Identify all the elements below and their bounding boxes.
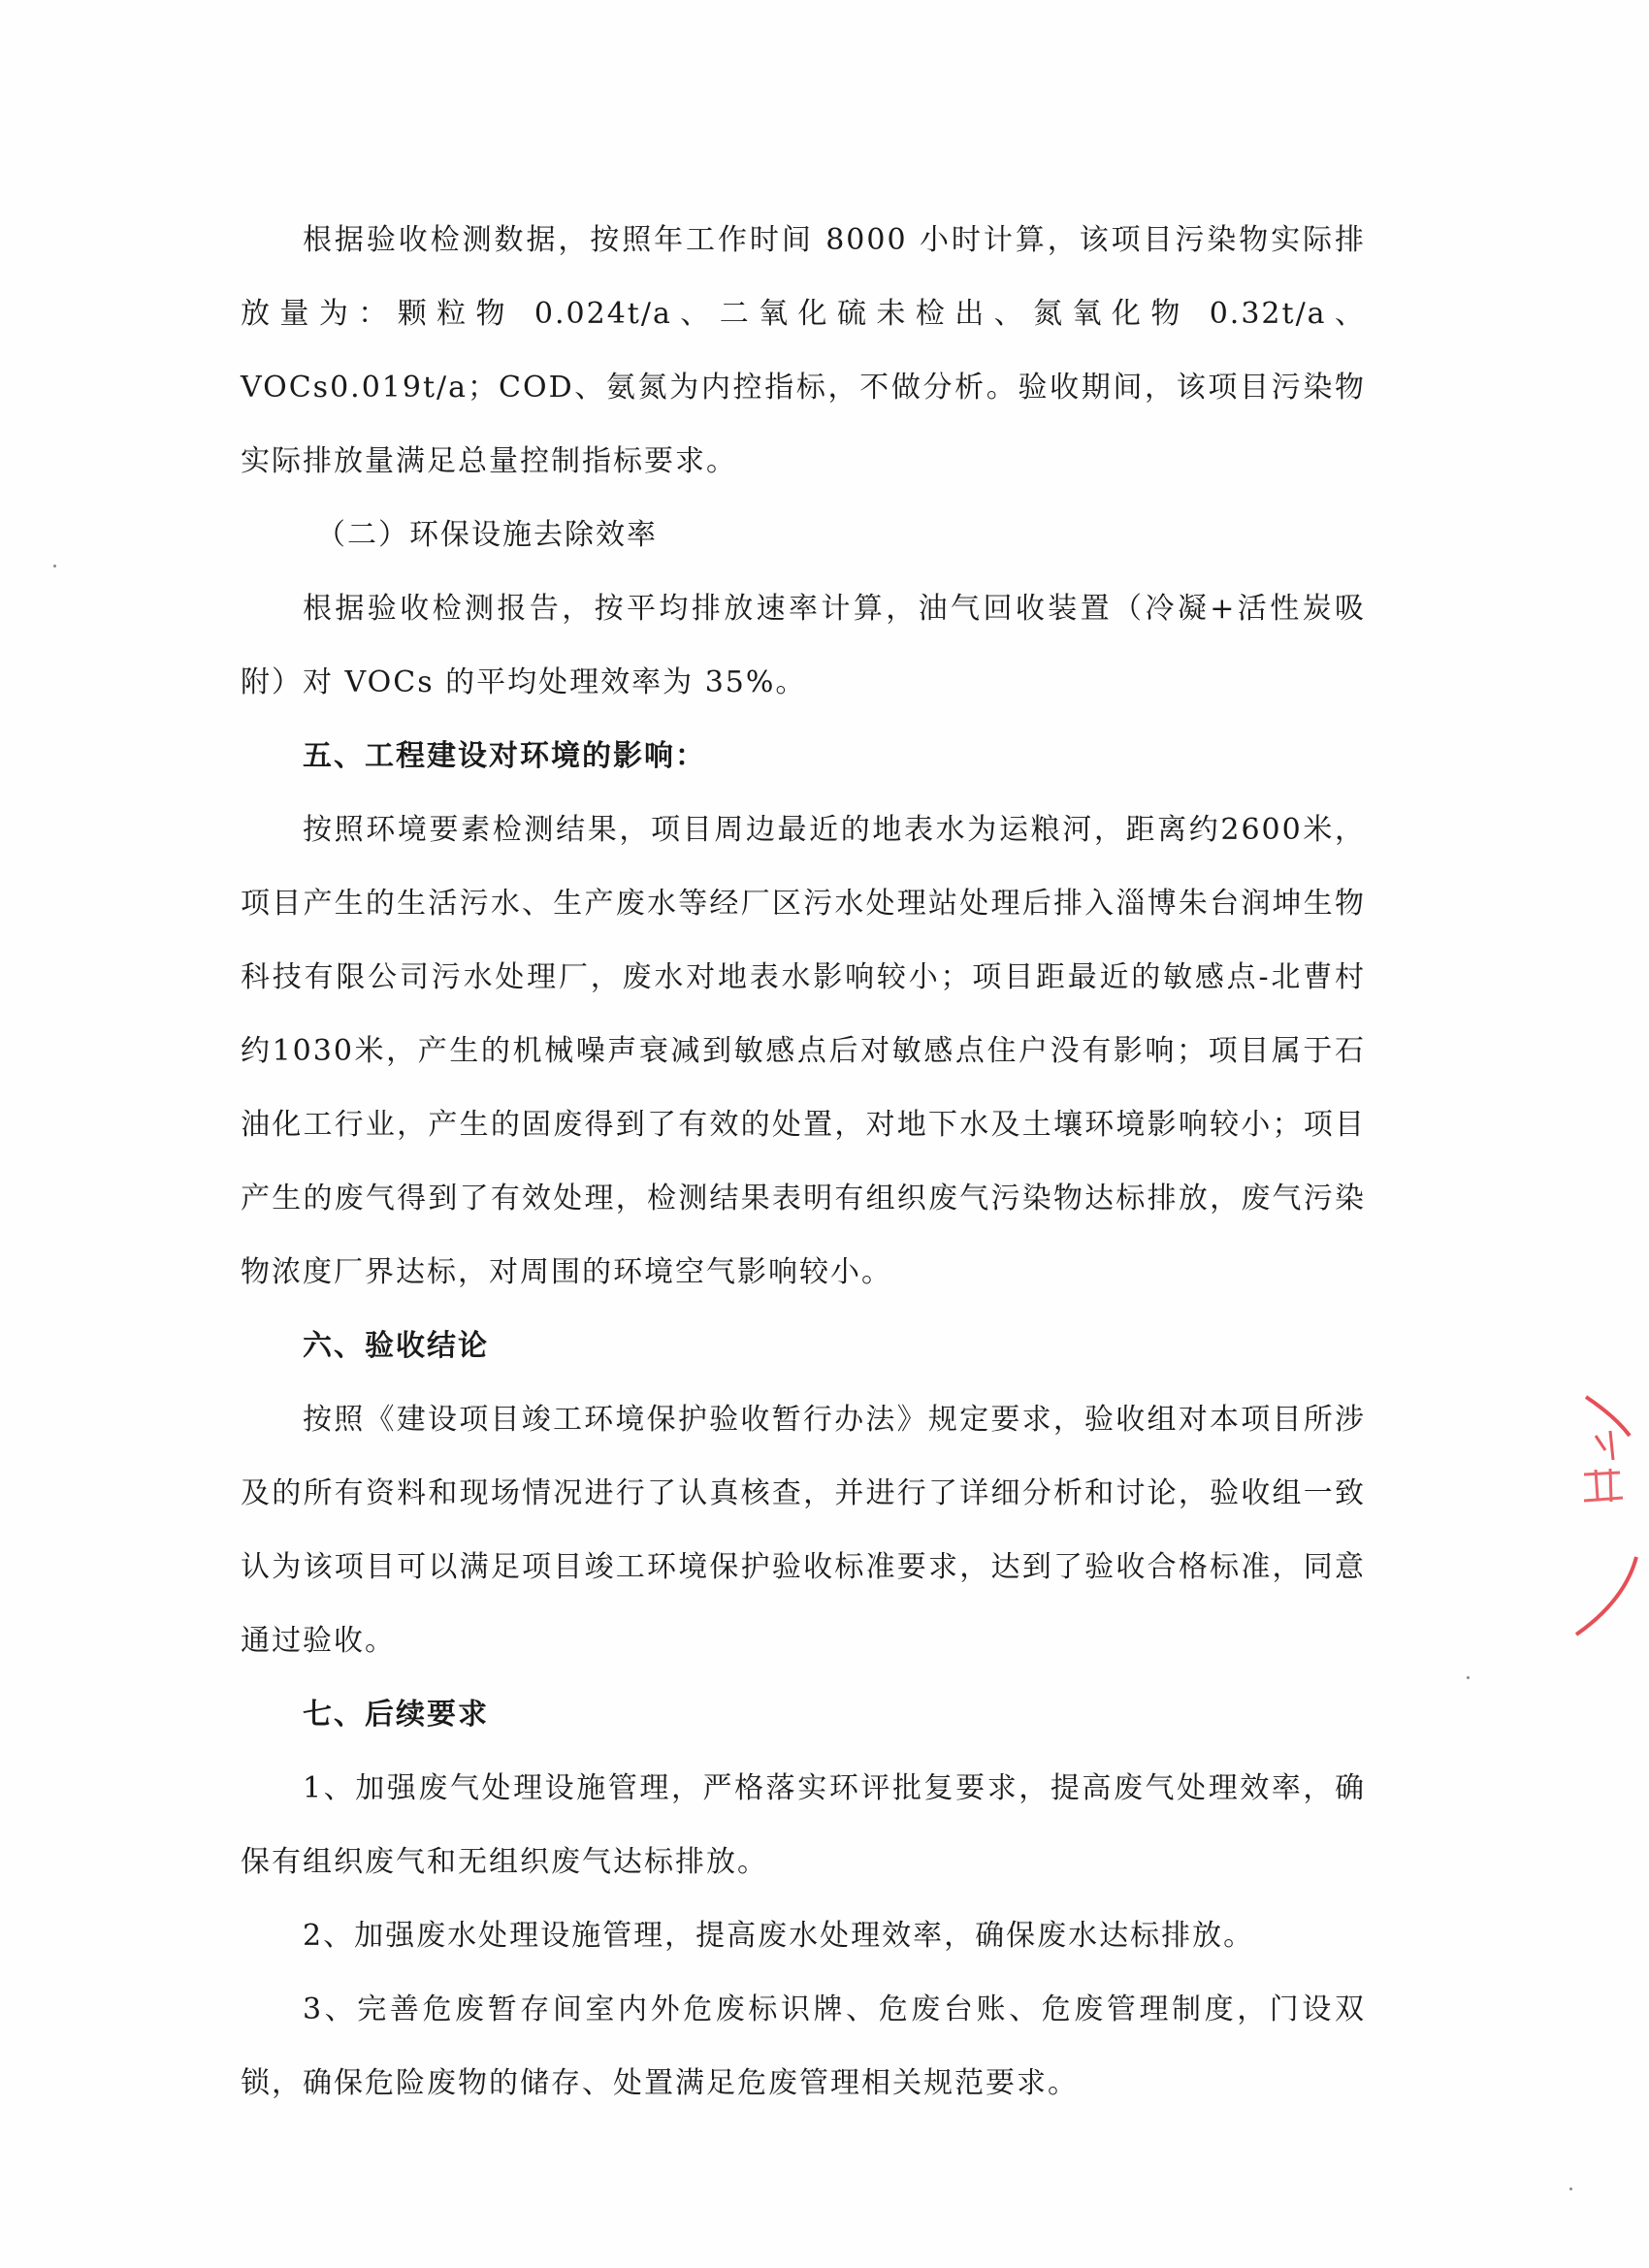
removal-efficiency-paragraph: 根据验收检测报告，按平均排放速率计算，油气回收装置（冷凝+活性炭吸附）对 VOCs 的平均处理效率为 35%。 [241,592,1366,699]
acceptance-conclusion-paragraph: 按照《建设项目竣工环境保护验收暂行办法》规定要求，验收组对本项目所涉及的所有资料和现场情况进行了认真核查，并进行了详细分析和讨论，验收组一致认为该项目可以满足项目竣工环境保护验收标准要求，达到了验收合格标准，同意通过验收。 [241,1403,1366,1658]
requirement-item-1: 1、加强废气处理设施管理，严格落实环评批复要求，提高废气处理效率，确保有组织废气和无组织废气达标排放。 [241,1771,1366,1879]
requirement-item-3: 3、完善危废暂存间室内外危废标识牌、危废台账、危废管理制度，门设双锁，确保危险废物的储存、处置满足危废管理相关规范要求。 [241,1993,1366,2100]
section-heading-acceptance-conclusion: 六、验收结论 [303,1329,489,1363]
document-body [241,204,1366,2121]
scan-speck [1467,1676,1470,1679]
scan-speck [53,565,56,567]
scan-speck [1569,2187,1572,2190]
emission-summary-paragraph: 根据验收检测数据，按照年工作时间 8000 小时计算，该项目污染物实际排放量为：颗粒物 0.024t/a、二氧化硫未检出、氮氧化物 0.32t/a、VOCs0.019t/a；COD、氨氮为内控指标，不做分析。验收期间，该项目污染物实际排放量满足总量控制指标要求。 [241,223,1366,478]
section-heading-environmental-impact: 五、工程建设对环境的影响： [303,739,706,773]
red-seal-stamp-edge [1567,1377,1644,1649]
section-heading-follow-up-requirements: 七、后续要求 [303,1698,489,1732]
environmental-impact-paragraph: 按照环境要素检测结果，项目周边最近的地表水为运粮河，距离约2600米，项目产生的生活污水、生产废水等经厂区污水处理站处理后排入淄博朱台润坤生物科技有限公司污水处理厂，废水对地表水影响较小；项目距最近的敏感点-北曹村约1030米，产生的机械噪声衰减到敏感点后对敏感点住户没有影响；项目属于石油化工行业，产生的固废得到了有效的处置，对地下水及土壤环境影响较小；项目产生的废气得到了有效处理，检测结果表明有组织废气污染物达标排放，废气污染物浓度厂界达标，对周围的环境空气影响较小。 [241,813,1366,1289]
requirement-item-2: 2、加强废水处理设施管理，提高废水处理效率，确保废水达标排放。 [303,1919,1255,1953]
section-subheading-removal-efficiency: （二）环保设施去除效率 [316,518,658,552]
